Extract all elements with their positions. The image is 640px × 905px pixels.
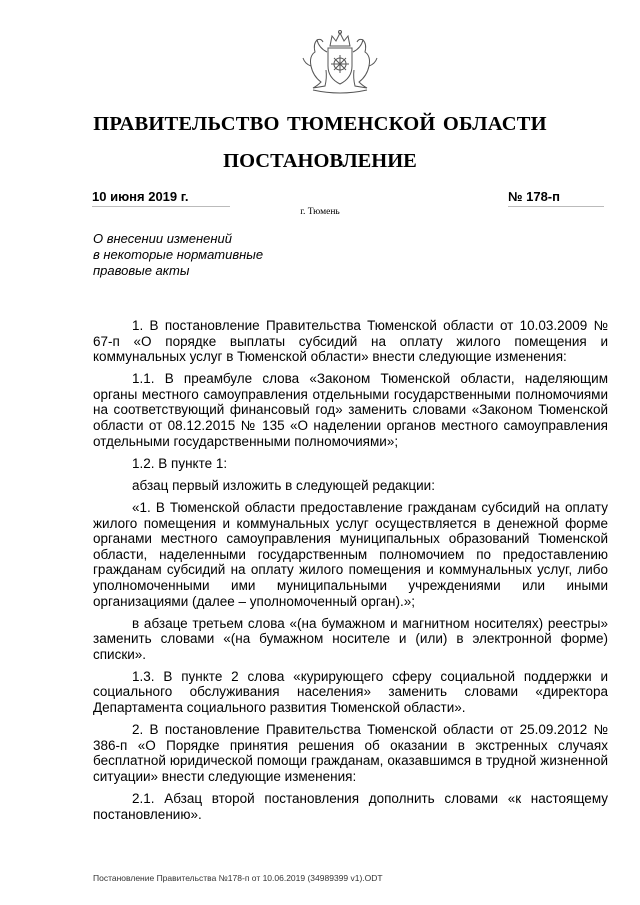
paragraph: 1.1. В преамбуле слова «Законом Тюменской области, наделяющим органы местного самоуправления отдельными государственными полномочиями на соответствующий финансовый год» заменить словами «Законом Тюменской области от 08.12.2015 № 135 «О наделении органов местного самоуправления отдельными государственными полномочиями»; [93, 371, 608, 449]
subject-line: в некоторые нормативные [93, 247, 264, 262]
government-title: ПРАВИТЕЛЬСТВО ТЮМЕНСКОЙ ОБЛАСТИ [93, 113, 547, 135]
document-number-field [508, 188, 604, 207]
paragraph: 1.3. В пункте 2 слова «курирующего сферу социальной поддержки и социального обслуживания населения» заменить словами «директора Департамента социального развития Тюменской области». [93, 668, 608, 716]
page-footer: Постановление Правительства №178-п от 10.06.2019 (34989399 v1).ODT [93, 873, 383, 883]
paragraph: 1. В постановление Правительства Тюменской области от 10.03.2009 № 67-п «О порядке выплаты субсидий на оплату жилого помещения и коммунальных услуг в Тюменской области» внести следующие изменения: [93, 318, 608, 365]
paragraph: в абзаце третьем слова «(на бумажном и магнитном носителях) реестры» заменить словами «(на бумажном носителе и (или) в электронной форме) списки». [93, 615, 608, 662]
document-subject [93, 231, 353, 279]
city-label: г. Тюмень [300, 207, 340, 217]
document-body [93, 318, 608, 829]
document-number: № 178-п [508, 189, 560, 204]
document-type: ПОСТАНОВЛЕНИЕ [223, 150, 417, 172]
subject-line: О внесении изменений [93, 231, 232, 246]
document-date-field [92, 188, 230, 207]
paragraph: абзац первый изложить в следующей редакции: [132, 477, 435, 493]
paragraph: «1. В Тюменской области предоставление гражданам субсидий на оплату жилого помещения и коммунальных услуг осуществляется в денежной форме органами местного самоуправления муниципальных образований Тюменской области, наделенными государственным полномочием по предоставлению гражданам субсидий на оплату жилого помещения и коммунальных услуг, либо уполномоченными ими муниципальными учреждениями или иными организациями (далее – уполномоченный орган).»; [93, 499, 608, 609]
coat-of-arms-icon [299, 28, 381, 98]
paragraph: 1.2. В пункте 1: [132, 455, 228, 471]
document-date: 10 июня 2019 г. [92, 189, 189, 204]
paragraph: 2.1. Абзац второй постановления дополнить словами «к настоящему постановлению». [93, 791, 608, 822]
subject-line: правовые акты [93, 263, 190, 278]
paragraph: 2. В постановление Правительства Тюменской области от 25.09.2012 № 386-п «О Порядке принятия решения об оказании в экстренных случаях бесплатной юридической помощи гражданам, оказавшимся в трудной жизненной ситуации» внести следующие изменения: [93, 722, 608, 784]
